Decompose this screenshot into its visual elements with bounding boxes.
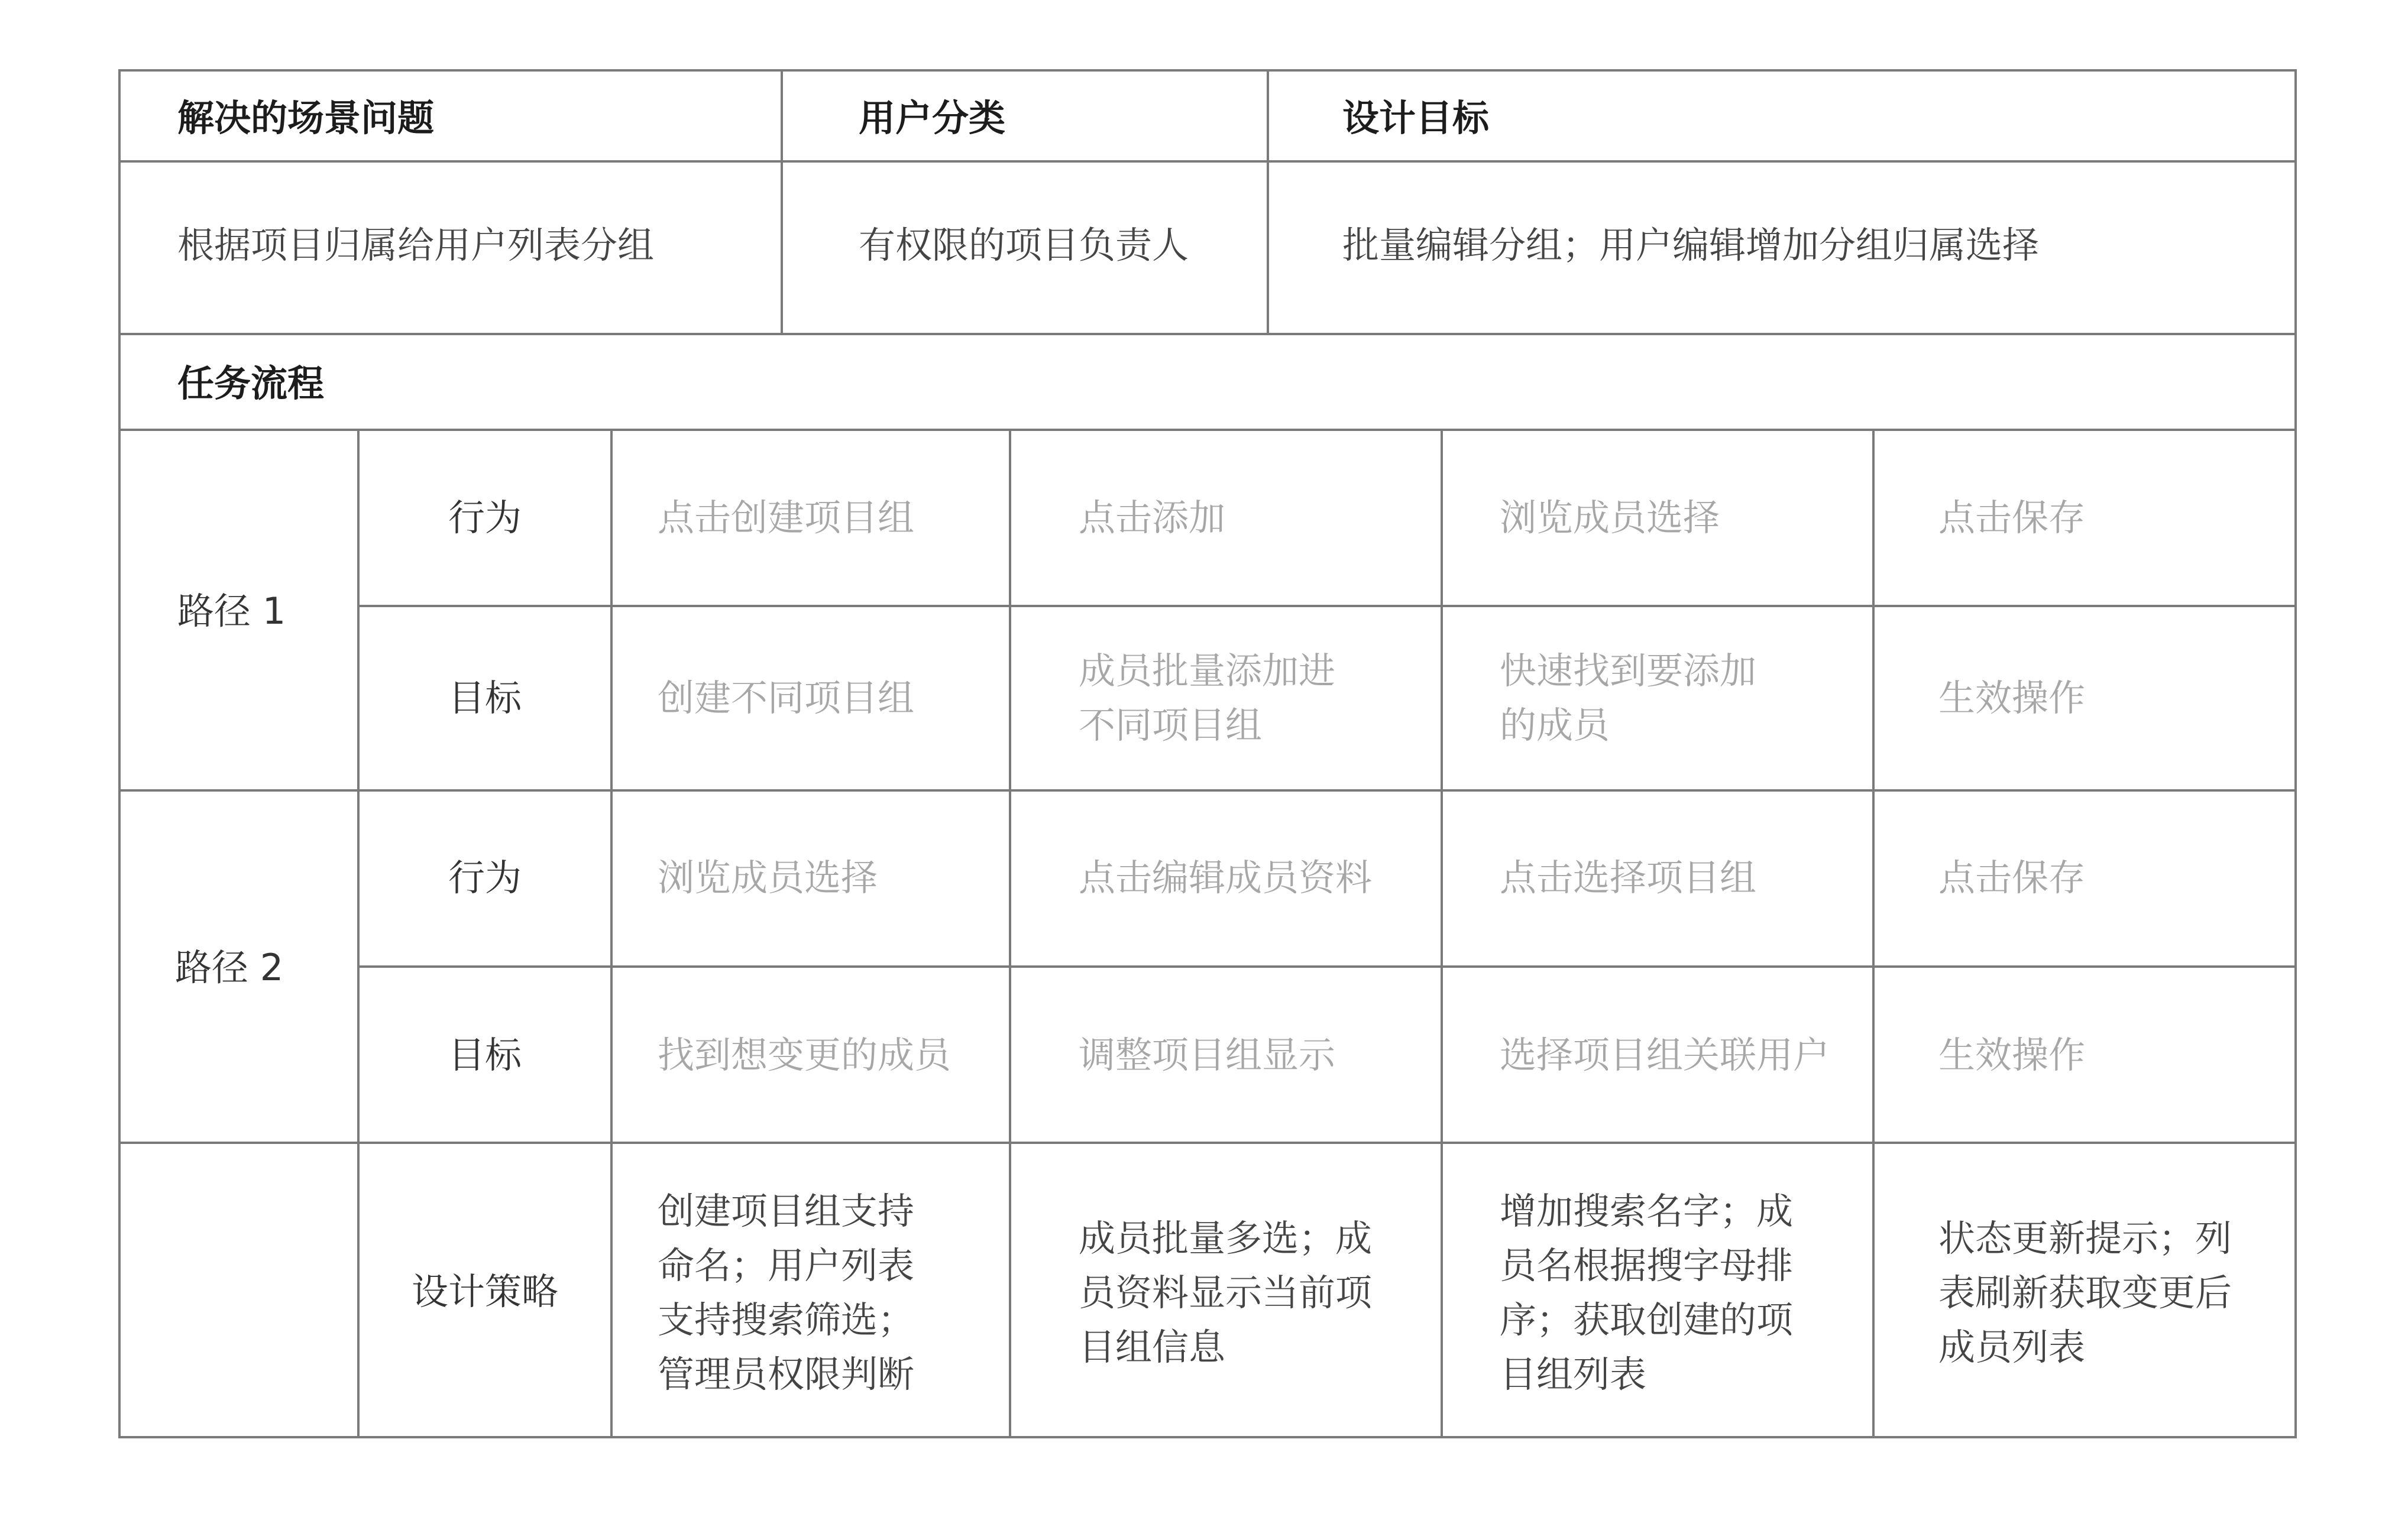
path-2-behavior-step-1: 浏览成员选择 [658, 856, 878, 899]
path-1-label: 路径 1 [177, 589, 286, 633]
path-2-behavior-step-4: 点击保存 [1938, 856, 2086, 899]
path-1-goal-step-2: 成员批量添加进 不同项目组 [1079, 649, 1336, 747]
header-user-class: 用户分类 [859, 96, 1006, 140]
header-design-goal: 设计目标 [1342, 96, 1490, 140]
path-2-behavior-step-1-cell [610, 789, 1011, 968]
path-2-behavior-step-2-cell [1009, 789, 1443, 968]
strategy-step-4-cell [1872, 1142, 2297, 1438]
path-1-goal-type-cell [357, 605, 613, 792]
strategy-step-1: 创建项目组支持 命名；用户列表 支持搜索筛选； 管理员权限判断 [658, 1189, 915, 1396]
path-2-behavior-type-cell [357, 789, 613, 968]
path-1-behavior-step-3-cell [1441, 429, 1875, 607]
value-user-class-cell [781, 160, 1269, 335]
path-2-label: 路径 2 [175, 946, 284, 989]
value-user-class: 有权限的项目负责人 [859, 223, 1189, 267]
path-2-behavior-step-4-cell [1872, 789, 2297, 968]
path-1-behavior-step-2-cell [1009, 429, 1443, 607]
path-2-goal-step-4-cell [1872, 965, 2297, 1144]
path-1-goal-step-3-cell [1441, 605, 1875, 792]
strategy-blank-cell [118, 1142, 360, 1438]
value-scene: 根据项目归属给用户列表分组 [177, 223, 655, 267]
strategy-step-4: 状态更新提示；列 表刷新获取变更后 成员列表 [1938, 1217, 2232, 1369]
path-1-label-cell [118, 429, 360, 792]
header-scene-cell [118, 69, 783, 163]
path-2-goal-step-1-cell [610, 965, 1011, 1144]
strategy-type: 设计策略 [411, 1270, 558, 1313]
header-user-class-cell [781, 69, 1269, 163]
path-2-goal-step-2: 调整项目组显示 [1079, 1033, 1336, 1077]
path-1-behavior-step-1: 点击创建项目组 [658, 496, 915, 539]
value-design-goal: 批量编辑分组；用户编辑增加分组归属选择 [1342, 223, 2040, 267]
task-flow-title-cell [118, 333, 2297, 431]
requirements-table [118, 69, 2297, 1438]
strategy-step-2: 成员批量多选；成 员资料显示当前项 目组信息 [1079, 1217, 1373, 1369]
strategy-step-3-cell [1441, 1142, 1875, 1438]
strategy-step-1-cell [610, 1142, 1011, 1438]
path-2-goal-step-1: 找到想变更的成员 [658, 1033, 951, 1077]
path-1-behavior-step-1-cell [610, 429, 1011, 607]
path-2-behavior-step-2: 点击编辑成员资料 [1079, 856, 1373, 899]
strategy-step-3: 增加搜索名字；成 员名根据搜字母排 序；获取创建的项 目组列表 [1500, 1189, 1794, 1396]
path-1-goal-step-4: 生效操作 [1938, 676, 2086, 719]
path-1-behavior-step-4-cell [1872, 429, 2297, 607]
path-1-goal-type: 目标 [448, 676, 522, 719]
path-1-behavior-type-cell [357, 429, 613, 607]
path-1-goal-step-3: 快速找到要添加 的成员 [1500, 649, 1757, 747]
path-2-goal-step-3: 选择项目组关联用户 [1500, 1033, 1830, 1077]
path-2-goal-type-cell [357, 965, 613, 1144]
strategy-step-2-cell [1009, 1142, 1443, 1438]
path-1-goal-step-1: 创建不同项目组 [658, 676, 915, 719]
value-design-goal-cell [1267, 160, 2297, 335]
task-flow-title: 任务流程 [177, 362, 325, 405]
value-scene-cell [118, 160, 783, 335]
path-2-label-cell [118, 789, 360, 1144]
path-1-goal-step-4-cell [1872, 605, 2297, 792]
strategy-type-cell [357, 1142, 613, 1438]
header-scene: 解决的场景问题 [177, 96, 435, 140]
path-1-behavior-step-4: 点击保存 [1938, 496, 2086, 539]
path-1-goal-step-1-cell [610, 605, 1011, 792]
path-2-behavior-step-3-cell [1441, 789, 1875, 968]
path-1-behavior-step-2: 点击添加 [1079, 496, 1226, 539]
path-1-goal-step-2-cell [1009, 605, 1443, 792]
header-design-goal-cell [1267, 69, 2297, 163]
path-2-goal-step-4: 生效操作 [1938, 1033, 2086, 1077]
path-1-behavior-type: 行为 [448, 496, 522, 539]
path-2-goal-step-2-cell [1009, 965, 1443, 1144]
path-2-behavior-step-3: 点击选择项目组 [1500, 856, 1757, 899]
path-1-behavior-step-3: 浏览成员选择 [1500, 496, 1720, 539]
path-2-goal-step-3-cell [1441, 965, 1875, 1144]
path-2-behavior-type: 行为 [448, 856, 522, 899]
path-2-goal-type: 目标 [448, 1033, 522, 1077]
